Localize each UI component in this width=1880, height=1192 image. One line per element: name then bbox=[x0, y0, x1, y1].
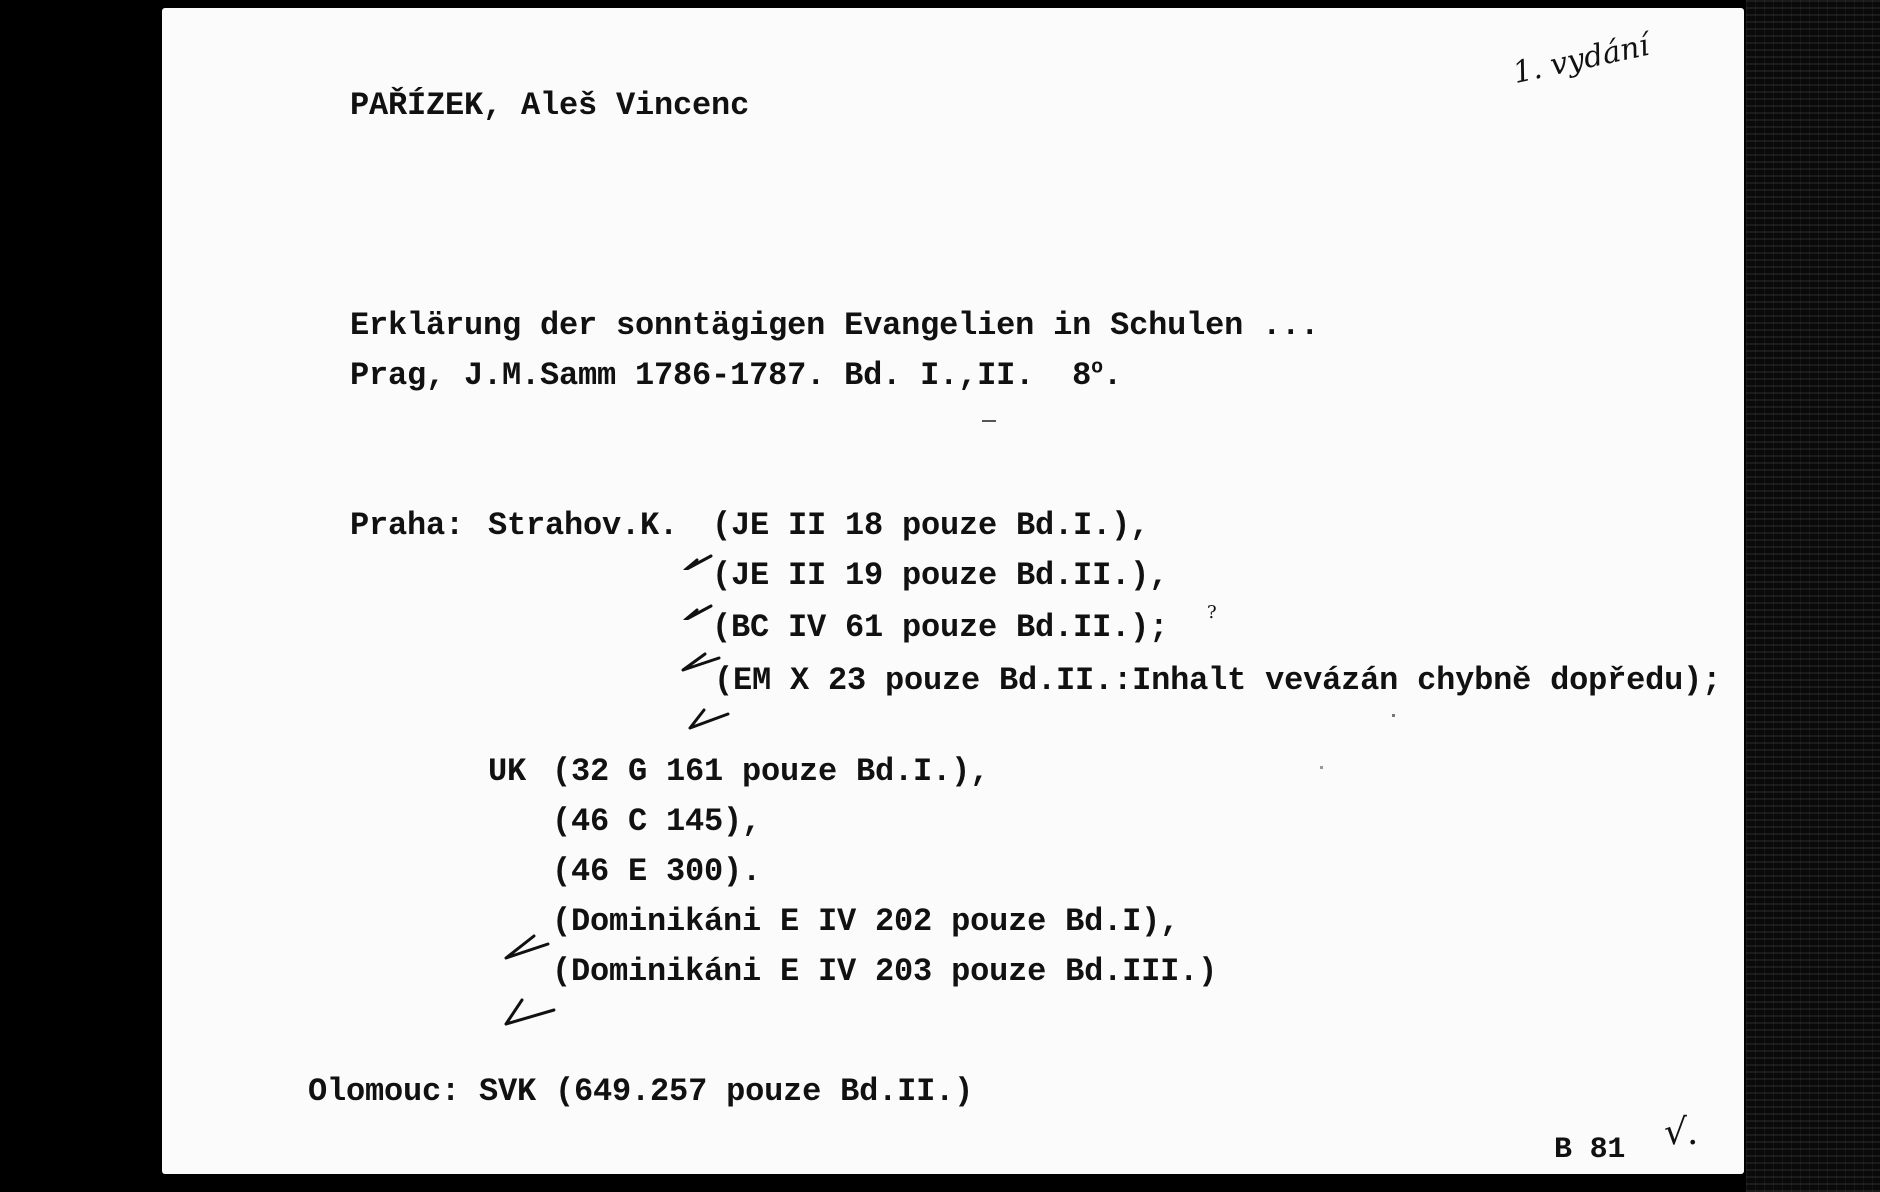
stray-mark bbox=[982, 420, 996, 422]
praha-label: Praha: bbox=[350, 507, 465, 544]
stray-dot bbox=[1320, 766, 1323, 769]
check-mark-annotation: √. bbox=[1664, 1112, 1699, 1153]
uk-holding: (46 C 145), bbox=[552, 803, 762, 840]
check-tick-icon bbox=[500, 924, 570, 964]
uk-holding: (Dominikáni E IV 202 pouze Bd.I), bbox=[552, 903, 1180, 940]
edition-annotation: 1. vydání bbox=[1509, 28, 1653, 91]
question-mark-annotation: ? bbox=[1207, 602, 1217, 623]
strahov-holding: (JE II 19 pouze Bd.II.), bbox=[712, 557, 1169, 594]
uk-label: UK bbox=[488, 753, 527, 790]
check-tick-icon bbox=[677, 580, 747, 620]
strahov-holding: (BC IV 61 pouze Bd.II.); bbox=[712, 609, 1169, 646]
imprint-end: . bbox=[1102, 357, 1122, 394]
uk-holding: (Dominikáni E IV 203 pouze Bd.III.) bbox=[552, 953, 1218, 990]
stray-dot bbox=[1392, 714, 1395, 717]
author-heading: PAŘÍZEK, Aleš Vincenc bbox=[350, 87, 750, 124]
check-tick-icon bbox=[677, 530, 747, 570]
strahov-label: Strahov.K. bbox=[488, 507, 679, 544]
imprint-format-degree: o bbox=[1091, 356, 1103, 380]
catalog-card bbox=[162, 8, 1744, 1174]
check-tick-icon bbox=[677, 636, 747, 676]
uk-holding: (32 G 161 pouze Bd.I.), bbox=[552, 753, 990, 790]
check-tick-icon bbox=[682, 690, 752, 730]
uk-holding: (46 E 300). bbox=[552, 853, 762, 890]
strahov-holding: (EM X 23 pouze Bd.II.:Inhalt vevázán chybně dopředu); bbox=[714, 662, 1722, 699]
olomouc-line: Olomouc: SVK (649.257 pouze Bd.II.) bbox=[308, 1073, 974, 1110]
check-tick-icon bbox=[500, 990, 570, 1030]
imprint-text: Prag, J.M.Samm 1786-1787. Bd. I.,II. 8 bbox=[350, 357, 1092, 394]
title-line: Erklärung der sonntägigen Evangelien in Schulen ... bbox=[350, 307, 1320, 344]
imprint-line bbox=[350, 358, 1122, 394]
strahov-holding: (JE II 18 pouze Bd.I.), bbox=[712, 507, 1150, 544]
scanner-edge-noise bbox=[1746, 0, 1880, 1192]
shelf-code: B 81 bbox=[1554, 1133, 1626, 1167]
